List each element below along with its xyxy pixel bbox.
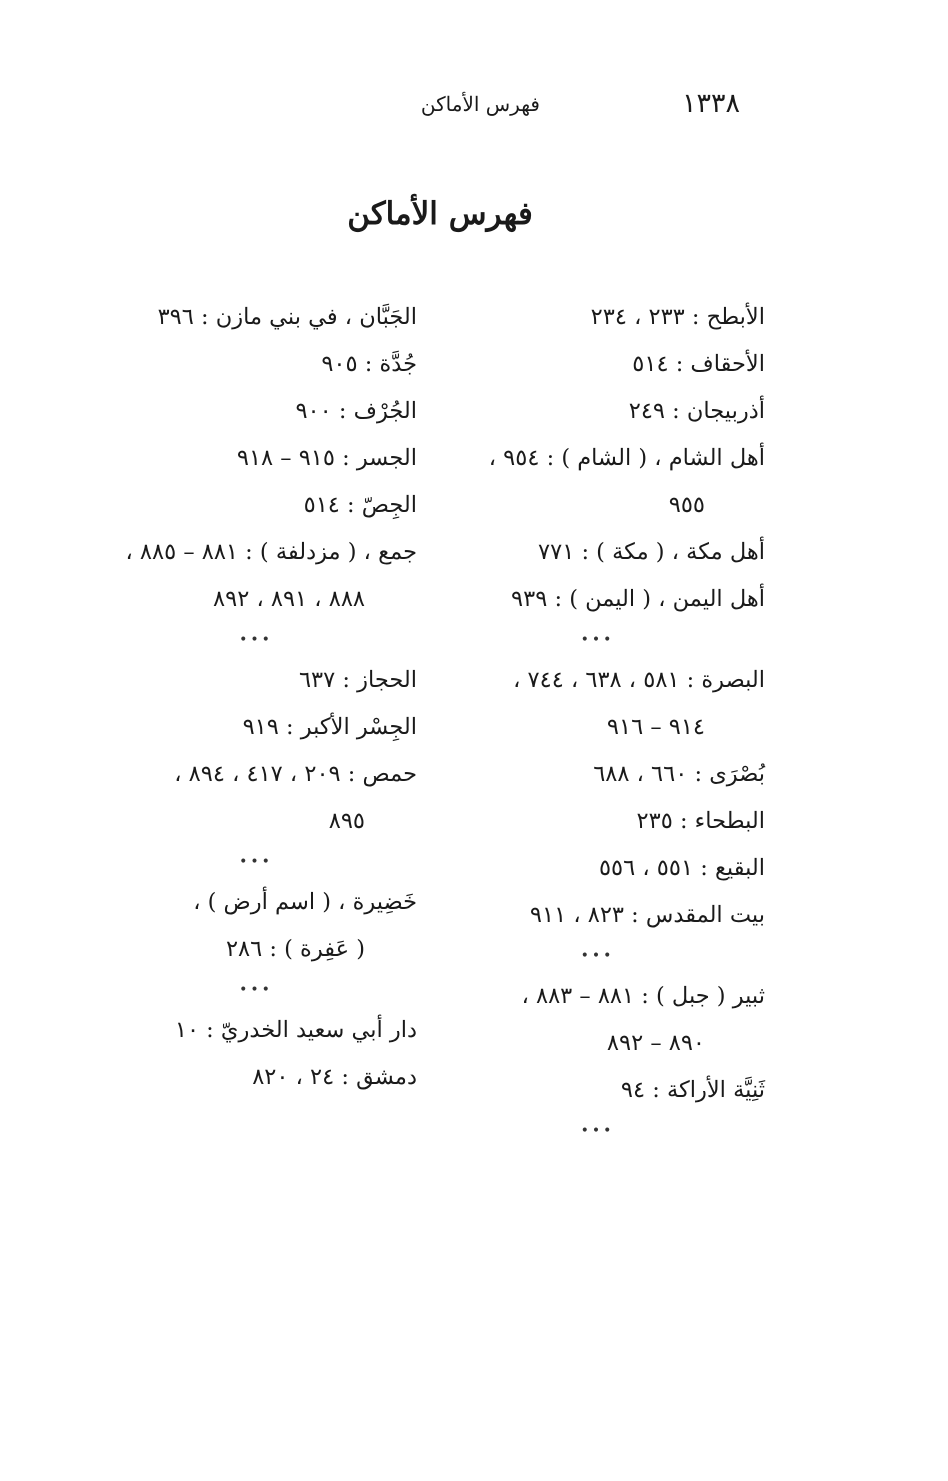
page-header (400, 88, 740, 128)
section-separator: ••• (580, 948, 615, 964)
section-separator: ••• (239, 982, 273, 998)
index-entry: حمص : ٢٠٩ ، ٤١٧ ، ٨٩٤ ، (174, 761, 417, 787)
index-title: فهرس الأماكن (347, 196, 533, 232)
index-entry: الأحقاف : ٥١٤ (632, 351, 765, 377)
index-entry: الجُرْف : ٩٠٠ (295, 398, 417, 424)
index-entry: أهل اليمن ، ( اليمن ) : ٩٣٩ (511, 586, 765, 612)
index-entry: أهل الشام ، ( الشام ) : ٩٥٤ ، (488, 445, 765, 471)
index-entry: بيت المقدس : ٨٢٣ ، ٩١١ (529, 902, 765, 928)
index-entry: الجِصّ : ٥١٤ (303, 492, 417, 518)
index-entry: ثَنِيَّة الأراكة : ٩٤ (620, 1077, 765, 1103)
index-entry: الجسر : ٩١٥ – ٩١٨ (236, 445, 417, 471)
index-entry: الأبطح : ٢٣٣ ، ٢٣٤ (590, 304, 765, 330)
section-separator: ••• (580, 1123, 615, 1139)
index-entry-continuation: ٨٩٠ – ٨٩٢ (606, 1030, 705, 1056)
section-separator: ••• (580, 632, 615, 648)
index-entry: ثبير ( جبل ) : ٨٨١ – ٨٨٣ ، (521, 983, 765, 1009)
index-entry: دمشق : ٢٤ ، ٨٢٠ (252, 1064, 417, 1090)
index-entry: أهل مكة ، ( مكة ) : ٧٧١ (538, 539, 765, 565)
section-separator: ••• (239, 632, 273, 648)
index-entry: بُصْرَى : ٦٦٠ ، ٦٨٨ (593, 761, 765, 787)
index-entry-continuation: ( عَفِرة ) : ٢٨٦ (225, 936, 365, 962)
index-entry: البصرة : ٥٨١ ، ٦٣٨ ، ٧٤٤ ، (513, 667, 765, 693)
index-entry: جمع ، ( مزدلفة ) : ٨٨١ – ٨٨٥ ، (125, 539, 417, 565)
index-entry: الجِسْر الأكبر : ٩١٩ (242, 714, 417, 740)
index-entry: البطحاء : ٢٣٥ (636, 808, 765, 834)
index-entry: البقيع : ٥٥١ ، ٥٥٦ (598, 855, 765, 881)
index-entry: الجَبَّان ، في بني مازن : ٣٩٦ (157, 304, 417, 330)
section-separator: ••• (239, 854, 273, 870)
index-entry: الحجاز : ٦٣٧ (298, 667, 417, 693)
index-entry: دار أبي سعيد الخدريّ : ١٠ (174, 1017, 417, 1043)
index-entry-continuation: ٨٨٨ ، ٨٩١ ، ٨٩٢ (213, 586, 365, 612)
index-entry-continuation: ٩٥٥ (668, 492, 705, 518)
index-entry-continuation: ٨٩٥ (328, 808, 365, 834)
page-number: ١٣٣٨ (681, 88, 740, 119)
index-entry: خَضِيرة ، ( اسم أرض ) ، (193, 889, 417, 915)
index-entry: جُدَّة : ٩٠٥ (321, 351, 417, 377)
right-index-column (430, 294, 765, 1148)
index-entry: أذربيجان : ٢٤٩ (628, 398, 765, 424)
index-entry-continuation: ٩١٤ – ٩١٦ (606, 714, 705, 740)
left-index-column (95, 294, 417, 1101)
running-title: فهرس الأماكن (420, 92, 540, 116)
